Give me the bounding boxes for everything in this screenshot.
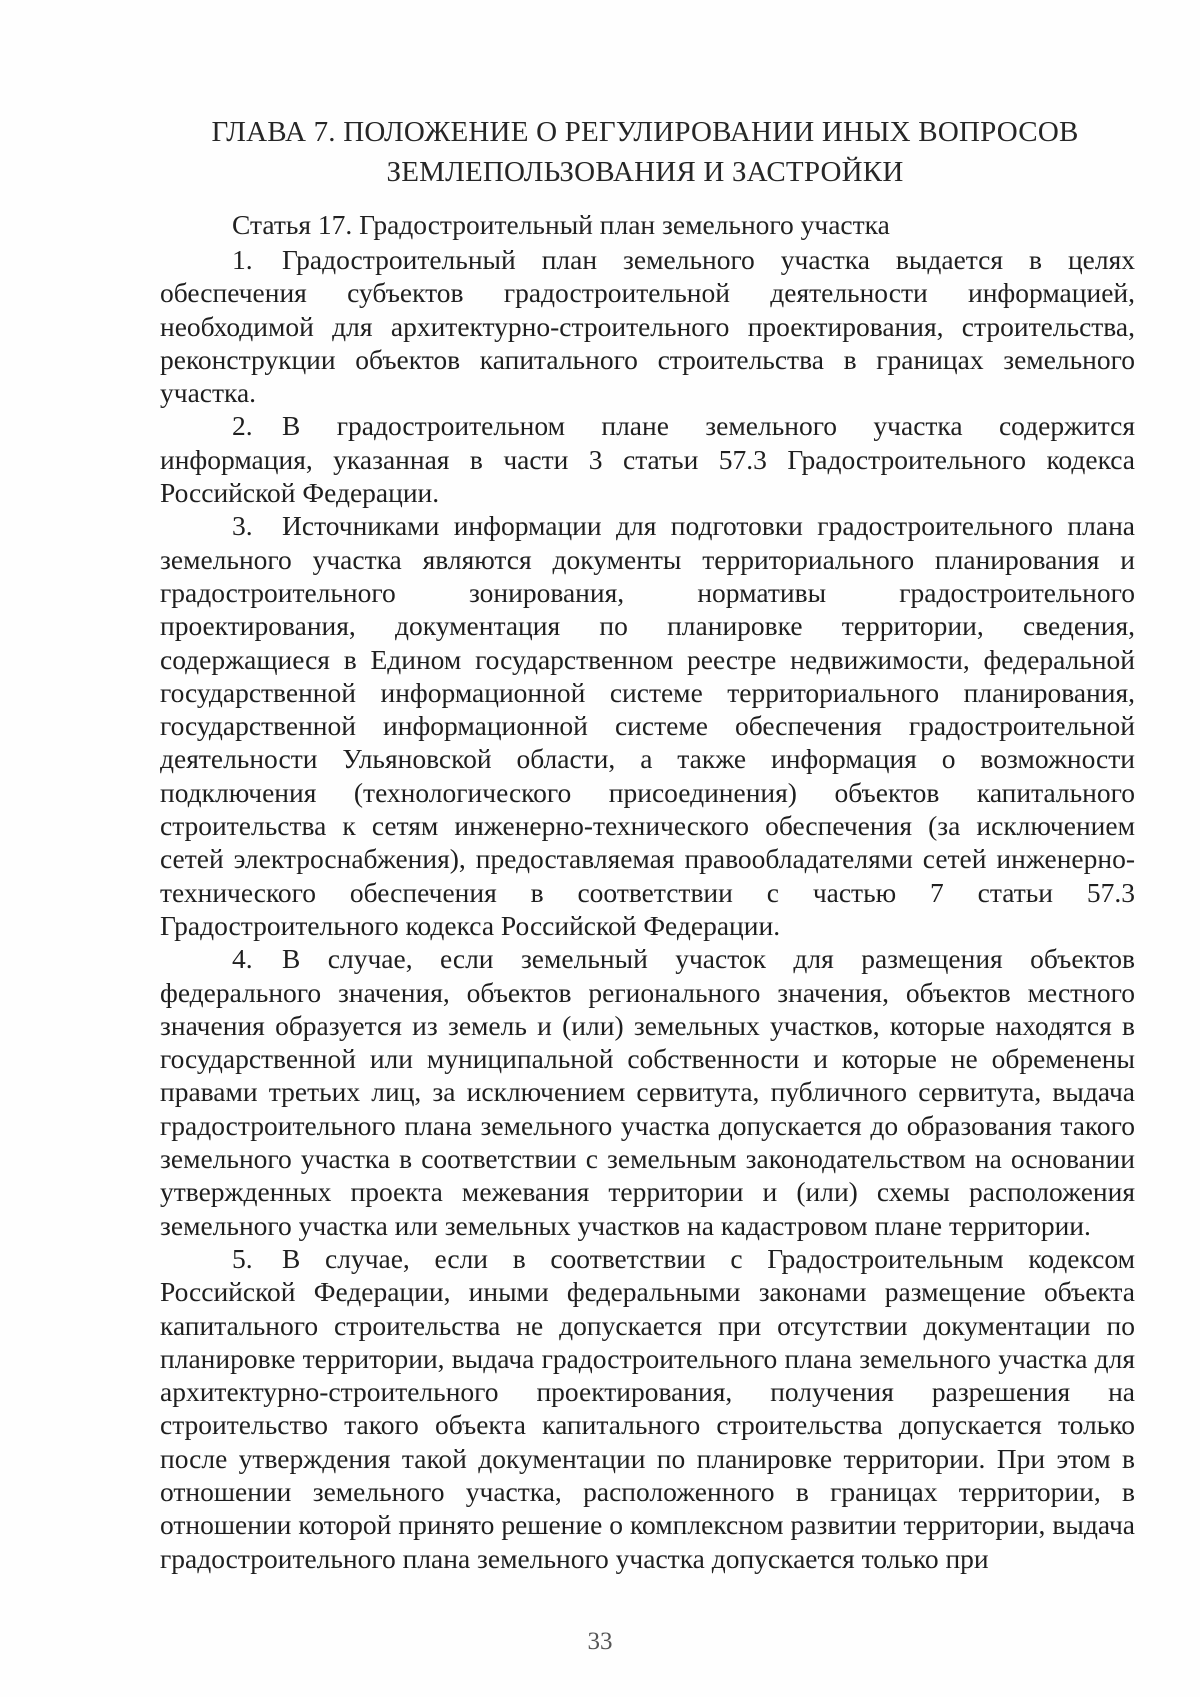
paragraph-4 [160, 942, 1135, 1242]
paragraph-number: 2. [232, 410, 253, 442]
paragraph-number: 1. [232, 244, 253, 275]
paragraph-1 [160, 243, 1135, 409]
paragraph-text: В случае, если в соответствии с Градостроительным кодексом Российской Федерации, иными федеральными законами размещение объекта капитального строительства не допускается при отсутствии документации по планировке территории, выдача градостроительного плана земельного участка для архитектурно-строительного проектирования, получения разрешения на строительство такого объекта капитального строительства допускается только после утверждения такой документации по планировке территории. При этом в отношении земельного участка, расположенного в границах территории, в отношении которой принято решение о комплексном развитии территории, выдача градостроительного плана земельного участка допускается только при [160, 1242, 1135, 1574]
paragraph-5 [160, 1242, 1135, 1575]
paragraph-number: 4. [232, 943, 253, 975]
chapter-heading-line-1: ГЛАВА 7. ПОЛОЖЕНИЕ О РЕГУЛИРОВАНИИ ИНЫХ ВОПРОСОВ [211, 116, 1079, 148]
paragraph-2 [160, 409, 1135, 509]
paragraph-text: В градостроительном плане земельного участка содержится информация, указанная в части 3 статьи 57.3 Градостроительного кодекса Российской Федерации. [160, 410, 1135, 509]
paragraph-text: Градостроительный план земельного участка выдается в целях обеспечения субъектов градостроительной деятельности информацией, необходимой для архитектурно-строительного проектирования, строительства, реконструкции объектов капитального строительства в границах земельного участка. [160, 244, 1135, 409]
paragraph-text: В случае, если земельный участок для размещения объектов федерального значения, объектов регионального значения, объектов местного значения образуется из земель и (или) земельных участков, которые находятся в государственной или муниципальной собственности и которые не обременены правами третьих лиц, за исключением сервитута, публичного сервитута, выдача градостроительного плана земельного участка допускается до образования такого земельного участка в соответствии с земельным законодательством на основании утвержденных проекта межевания территории и (или) схемы расположения земельного участка или земельных участков на кадастровом плане территории. [160, 943, 1135, 1241]
chapter-heading-line-2: ЗЕМЛЕПОЛЬЗОВАНИЯ И ЗАСТРОЙКИ [386, 156, 904, 188]
paragraph-number: 3. [232, 510, 253, 542]
page-number: 33 [587, 1628, 613, 1655]
paragraph-3 [160, 509, 1135, 942]
paragraph-number: 5. [232, 1242, 253, 1274]
article-body [160, 243, 1135, 1575]
chapter-heading [150, 112, 1140, 192]
article-title: Статья 17. Градостроительный план земельного участка [232, 209, 890, 240]
paragraph-text: Источниками информации для подготовки градостроительного плана земельного участка являются документы территориального планирования и градостроительного зонирования, нормативы градостроительного проектирования, документация по планировке территории, сведения, содержащиеся в Едином государственном реестре недвижимости, федеральной государственной информационной системе территориального планирования, государственной информационной системе обеспечения градостроительной деятельности Ульяновской области, а также информация о возможности подключения (технологического присоединения) объектов капитального строительства к сетям инженерно-технического обеспечения (за исключением сетей электроснабжения), предоставляемая правообладателями сетей инженерно-технического обеспечения в соответствии с частью 7 статьи 57.3 Градостроительного кодекса Российской Федерации. [160, 510, 1135, 941]
